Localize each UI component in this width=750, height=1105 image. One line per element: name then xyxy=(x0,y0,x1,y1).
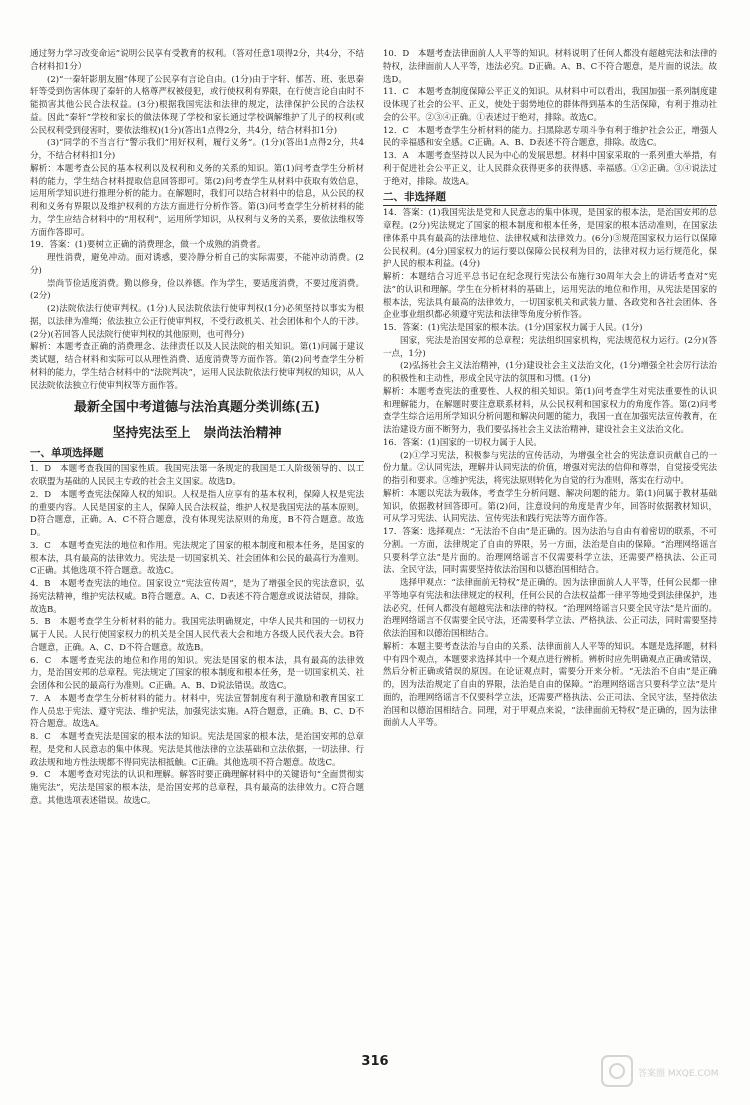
left-column xyxy=(30,48,364,1048)
section-heading: 二、非选择题 xyxy=(383,190,717,206)
answer-paragraph: 15．答案：(1)宪法是国家的根本法。(1分)国家权力属于人民。(1分) xyxy=(383,323,643,333)
answer-paragraph: 13．A 本题考查坚持以人民为中心的发展思想。材料中国家采取的一系列重大举措，有利于促进社会公平正义，让人民群众获得更多的获得感、幸福感。①②正确。③④说法过于绝对，排除。故选A。 xyxy=(383,151,717,187)
answer-paragraph: 19．答案：(1)要树立正确的消费理念，做一个成熟的消费者。 xyxy=(30,240,266,251)
answer-paragraph: 7．A 本题考查学生分析材料的能力。材料中，宪法宣誓制度有利于激励和教育国家工作人员忠于宪法、遵守宪法、维护宪法，加强宪法实施。A符合题意，正确。B、C、D不符合题意。故选A。 xyxy=(30,693,364,730)
watermark-logo xyxy=(600,1050,740,1100)
answer-paragraph: 解析：本题考查公民的基本权利以及权利和义务的关系的知识。第(1)问考查学生分析材料的能力，学生结合材料提取信息回答即可。第(2)问考查学生从材料中获取有效信息，运用所学知识进行推理分析的能力。在解题时，我们可以结合材料中的信息，从公民的权利和义务有界限以及维护权利的方法方面进行分析作答。第(3)问考查学生分析材料的能力，学生应结合材料中的“用权利”，运用所学知识，从权利与义务的关系，要依法维权等方面作答即可。 xyxy=(30,163,364,238)
answer-paragraph: 解析：本题考查正确的消费理念、法律责任以及人民法院的相关知识。第(1)问属于建议类试题，结合材料和实际可以从理性消费、适度消费等方面作答。第(2)问考查学生分析材料的能力，学生结合材料中的“法院判决”，运用人民法院依法行使审判权的知识，从人民法院依法独立行使审判权等方面作答。 xyxy=(30,342,364,391)
answer-paragraph: 通过努力学习改变命运”说明公民享有受教育的权利。（答对任意1项得2分，共4分，不结合材料扣1分） xyxy=(30,49,364,72)
answer-paragraph: 3．C 本题考查宪法的地位和作用。宪法规定了国家的根本制度和根本任务，是国家的根本法，具有最高的法律效力。宪法是一切国家机关、社会团体和公民的最高行为准则。C正确。其他选项不符合题意。故选C。 xyxy=(30,540,364,577)
answer-paragraph: (2)弘扬社会主义法治精神，(1分)建设社会主义法治文化，(1分)增强全社会厉行法治的积极性和主动性，形成全民守法的氛围和习惯。(1分) xyxy=(383,361,717,384)
answer-paragraph: 选择甲观点：“法律面前无特权”是正确的。因为法律面前人人平等，任何公民都一律平等地享有宪法和法律规定的权利，任何公民的合法权益都一律平等地受到法律保护，违法必究，任何人都没有超越宪法和法律的特权。“治理网络谣言只要全民守法”是片面的。治理网络谣言不仅需要全民守法，还需要科学立法、严格执法、公正司法，同时需要坚持依法治国和以德治国相结合。 xyxy=(383,578,717,639)
page-number: 316 xyxy=(361,1054,389,1069)
answer-paragraph: 1．D 本题考查我国的国家性质。我国宪法第一条规定的我国是工人阶级领导的、以工农联盟为基础的人民民主专政的社会主义国家。故选D。 xyxy=(30,464,364,487)
answer-paragraph: (2)法院依法行使审判权。(1分)人民法院依法行使审判权(1分)必须坚持以事实为根据，以法律为准绳；依法独立公正行使审判权，不受行政机关、社会团体和个人的干涉。(2分)(若回答人民法院行使审判权的其他原则，也可得分) xyxy=(30,304,364,340)
answer-paragraph: 解析：本题考查宪法的重要性、人权的相关知识。第(1)问考查学生对宪法重要性的认识和理解能力，在解题时要注意联系材料，从公民权利和国家权力的角度作答。第(2)问考查学生综合运用所学知识分析问题和解决问题的能力，我国一直在加强宪法宣传教育，在法治建设方面不断努力，我们要弘扬社会主义法治精神，建设社会主义法治文化。 xyxy=(383,386,717,435)
answer-paragraph: 崇尚节俭适度消费。勤以修身，俭以养德。作为学生，要适度消费，不要过度消费。(2分) xyxy=(30,278,364,302)
answer-paragraph: 14．答案：(1)我国宪法是党和人民意志的集中体现，是国家的根本法，是治国安邦的总章程。(2分)宪法规定了国家的根本制度和根本任务，是国家的根本活动准则，在国家法律体系中具有最高的法律地位、法律权威和法律效力。(6分)③规范国家权力运行以保障公民权利。(4分)国家权力的运行要以保障公民权利为目的，法律对权力运行规范化，保护人民的根本利益。(4分) xyxy=(383,208,717,270)
answer-paragraph: 解析：本题以宪法为载体，考查学生分析问题、解决问题的能力。第(1)问属于教材基础知识，依据教材回答即可。第(2)问，注意设问的角度是青少年，回答时依据教材知识，可从学习宪法、认同宪法、宣传宪法和践行宪法等方面作答。 xyxy=(383,488,717,525)
answer-paragraph: 16．答案：(1)国家的一切权力属于人民。 xyxy=(383,437,542,448)
section-title: 最新全国中考道德与法治真题分类训练(五) xyxy=(74,400,320,416)
answer-paragraph: 解析：本题结合习近平总书记在纪念现行宪法公布施行30周年大会上的讲话考查对“宪法”的认识和理解。学生在分析材料的基础上，运用宪法的地位和作用，从宪法是国家的根本法，宪法具有最高的法律效力，一切国家机关和武装力量、各政党和各社会团体、各企业事业组织都必须遵守宪法和法律等角度分析作答。 xyxy=(383,272,717,321)
answer-paragraph: 6．C 本题考查宪法的地位和作用的知识。宪法是国家的根本法，具有最高的法律效力，是治国安邦的总章程。宪法规定了国家的根本制度和根本任务，是一切国家机关、社会团体和公民的最高行为准则。C正确。A、B、D说法错误。故选C。 xyxy=(30,655,364,691)
answer-paragraph: 17．答案：选择观点：“无法治不自由”是正确的。因为法治与自由有着密切的联系，不可分割。一方面，法律规定了自由的界限，另一方面，法治是自由的保障。“治理网络谣言只要科学立法”是片面的。治理网络谣言不仅需要科学立法，还需要严格执法、公正司法、全民守法，同时需要坚持依法治国和以德治国相结合。 xyxy=(383,527,717,576)
answer-paragraph: 9．C 本题考查对宪法的认识和理解。解答时要正确理解材料中的关键语句“全面贯彻实施宪法”，宪法是国家的根本法，是治国安邦的总章程，具有最高的法律效力。C符合题意。其他选项表述错误。故选C。 xyxy=(30,770,364,806)
answer-paragraph: 8．C 本题考查宪法是国家的根本法的知识。宪法是国家的根本法，是治国安邦的总章程，是党和人民意志的集中体现。宪法是其他法律的立法基础和立法依据，一切法律、行政法规和地方性法规都不得同宪法相抵触。C正确。其他选项不符合题意。故选C。 xyxy=(30,732,364,768)
right-column xyxy=(383,48,717,1048)
answer-paragraph: 5．B 本题考查学生分析材料的能力。我国宪法明确规定，中华人民共和国的一切权力属于人民。人民行使国家权力的机关是全国人民代表大会和地方各级人民代表大会。B符合题意，正确。A、C、D不符合题意。故选B。 xyxy=(30,617,364,653)
answer-paragraph: (3)“同学的不当言行”警示我们“用好权利，履行义务”。(1分)(答出1点得2分，共4分，不结合材料扣1分) xyxy=(30,138,364,161)
answer-paragraph: 11．C 本题考查制度保障公平正义的知识。从材料中可以看出，我国加强一系列制度建设体现了社会的公平、正义，使处于弱势地位的群体得到基本的生活保障，有利于推动社会的公平。②③④正确。①表述过于绝对，排除。故选C。 xyxy=(383,87,717,123)
watermark-stamp-icon xyxy=(602,1056,632,1086)
section-title: 坚持宪法至上 崇尚法治精神 xyxy=(112,426,282,442)
watermark-text: 答案圈 MXQE.COM xyxy=(638,1069,719,1079)
answer-paragraph: 4．B 本题考查宪法的地位。国家设立“宪法宣传周”，是为了增强全民的宪法意识，弘扬宪法精神，维护宪法权威。B符合题意。A、C、D表述不符合题意或说法错误，排除。故选B。 xyxy=(30,579,364,615)
answer-paragraph: (2)“一秦轩影朋友圈”体现了公民享有言论自由。(1分)由于字轩、郁苦、班、张思秦轩等受到伤害体现了秦轩的人格尊严权被侵犯，或行使权利有界限，在行使言论自由时不能损害其他公民合法权益。(3分)根据我国宪法和法律的规定，法律保护公民的合法权益。因此“秦轩”学校和家长的做法体现了学校和家长通过学校调解维护了儿子的权利(或公民权利受到侵害时，要依法维权)(1分)(答出1点得2分，共4分，结合材料扣1分) xyxy=(30,74,364,136)
answer-paragraph: 解析：本题主要考查法治与自由的关系、法律面前人人平等的知识。本题是选择题，材料中有四个观点，本题要求选择其中一个观点进行辨析。辨析时应先明确观点正确或错误，然后分析正确或错误的原因。在论证观点时，需要分开来分析。“无法治不自由”是正确的，因为法治规定了自由的界限，法治是自由的保障。“治理网络谣言只要科学立法”是片面的，治理网络谣言不仅要科学立法，还需要严格执法、公正司法、全民守法，坚持依法治国和以德治国相结合。同理，对于甲观点来说，“法律面前无特权”是正确的，因为法律面前人人平等。 xyxy=(383,641,717,729)
section-heading: 一、单项选择题 xyxy=(30,446,364,462)
answer-paragraph: 10．D 本题考查法律面前人人平等的知识。材料说明了任何人都没有超越宪法和法律的特权，法律面前人人平等，违法必究。D正确。A、B、C不符合题意，是片面的说法。故选D。 xyxy=(383,49,717,85)
answer-paragraph: 理性消费，避免冲动。面对诱惑，要冷静分析自己的实际需要，不能冲动消费。(2分) xyxy=(30,253,364,276)
answer-paragraph: 2．D 本题考查宪法保障人权的知识。人权是指人应享有的基本权利，保障人权是宪法的重要内容。人民是国家的主人，保障人民合法权益，维护人权是我国宪法的基本原则。D符合题意，正确。A、C不符合题意，没有体现宪法原则的角度，B不符合题意。故选D。 xyxy=(30,489,364,538)
answer-paragraph: 国家，宪法是治国安邦的总章程；宪法组织国家机构，宪法规范权力运行。(2分)(答一点，1分) xyxy=(383,335,717,359)
answer-paragraph: (2)①学习宪法，积极参与宪法的宣传活动，为增强全社会的宪法意识贡献自己的一份力量。②认同宪法，理解并认同宪法的价值，增强对宪法的信仰和尊崇，自觉接受宪法的指引和要求。③维护宪法，将宪法原则转化为自觉的行为准则，落实在行动中。 xyxy=(383,450,717,486)
answer-paragraph: 12．C 本题考查学生分析材料的能力。扫黑除恶专项斗争有利于维护社会公正，增强人民的幸福感和安全感。C正确。A、B、D表述不符合题意，排除。故选C。 xyxy=(383,125,717,149)
